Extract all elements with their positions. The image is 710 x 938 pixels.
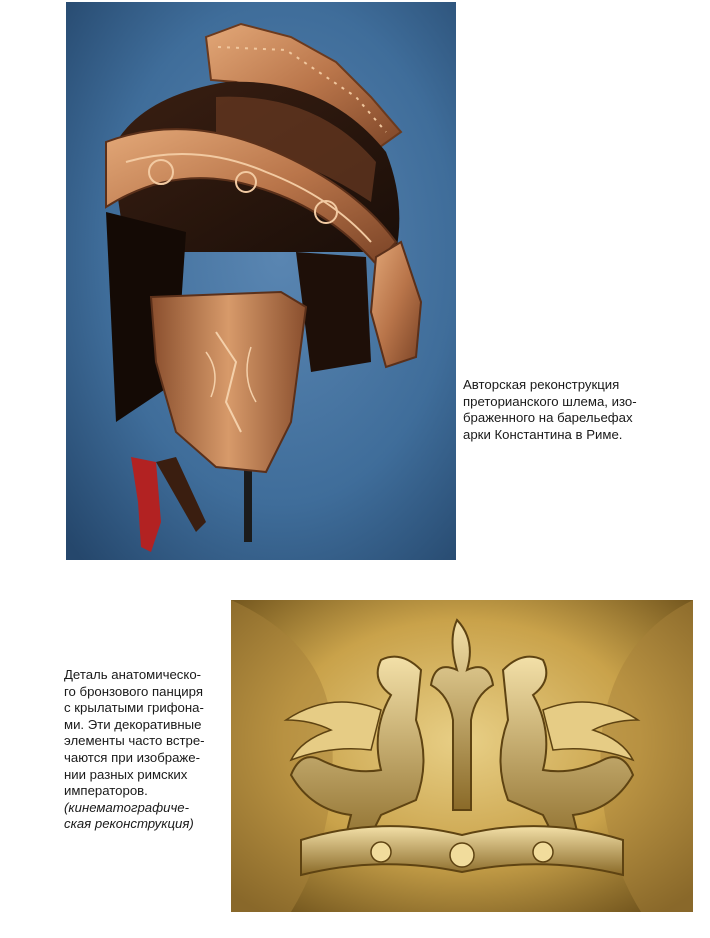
griffin-caption-line: Деталь анатомическо- (64, 667, 202, 682)
helmet-caption-line: преторианского шлема, изо- (463, 393, 637, 409)
griffin-caption-line: го бронзового панциря (64, 683, 203, 699)
griffin-caption-line: ми. Эти декоративные (64, 716, 202, 732)
griffin-caption-line: с крылатыми грифона- (64, 700, 204, 716)
griffin-caption-line: императоров. (64, 783, 148, 799)
helmet-caption (463, 377, 637, 443)
griffin-caption-line: элементы часто встре- (64, 733, 205, 749)
griffin-photo (231, 600, 693, 912)
griffin-caption-line: нии разных римских (64, 766, 188, 782)
helmet-caption-line: арки Константина в Риме. (463, 426, 623, 442)
helmet-caption-line: Авторская реконструкция (463, 377, 620, 392)
griffin-caption-line: чаются при изображе- (64, 749, 200, 765)
griffin-caption-note-line: (кинематографиче- (64, 799, 190, 815)
griffin-caption (64, 667, 205, 833)
helmet-caption-line: браженного на барельефах (463, 410, 633, 426)
griffin-caption-note-line: ская реконструкция) (64, 816, 194, 832)
helmet-photo (66, 2, 456, 560)
